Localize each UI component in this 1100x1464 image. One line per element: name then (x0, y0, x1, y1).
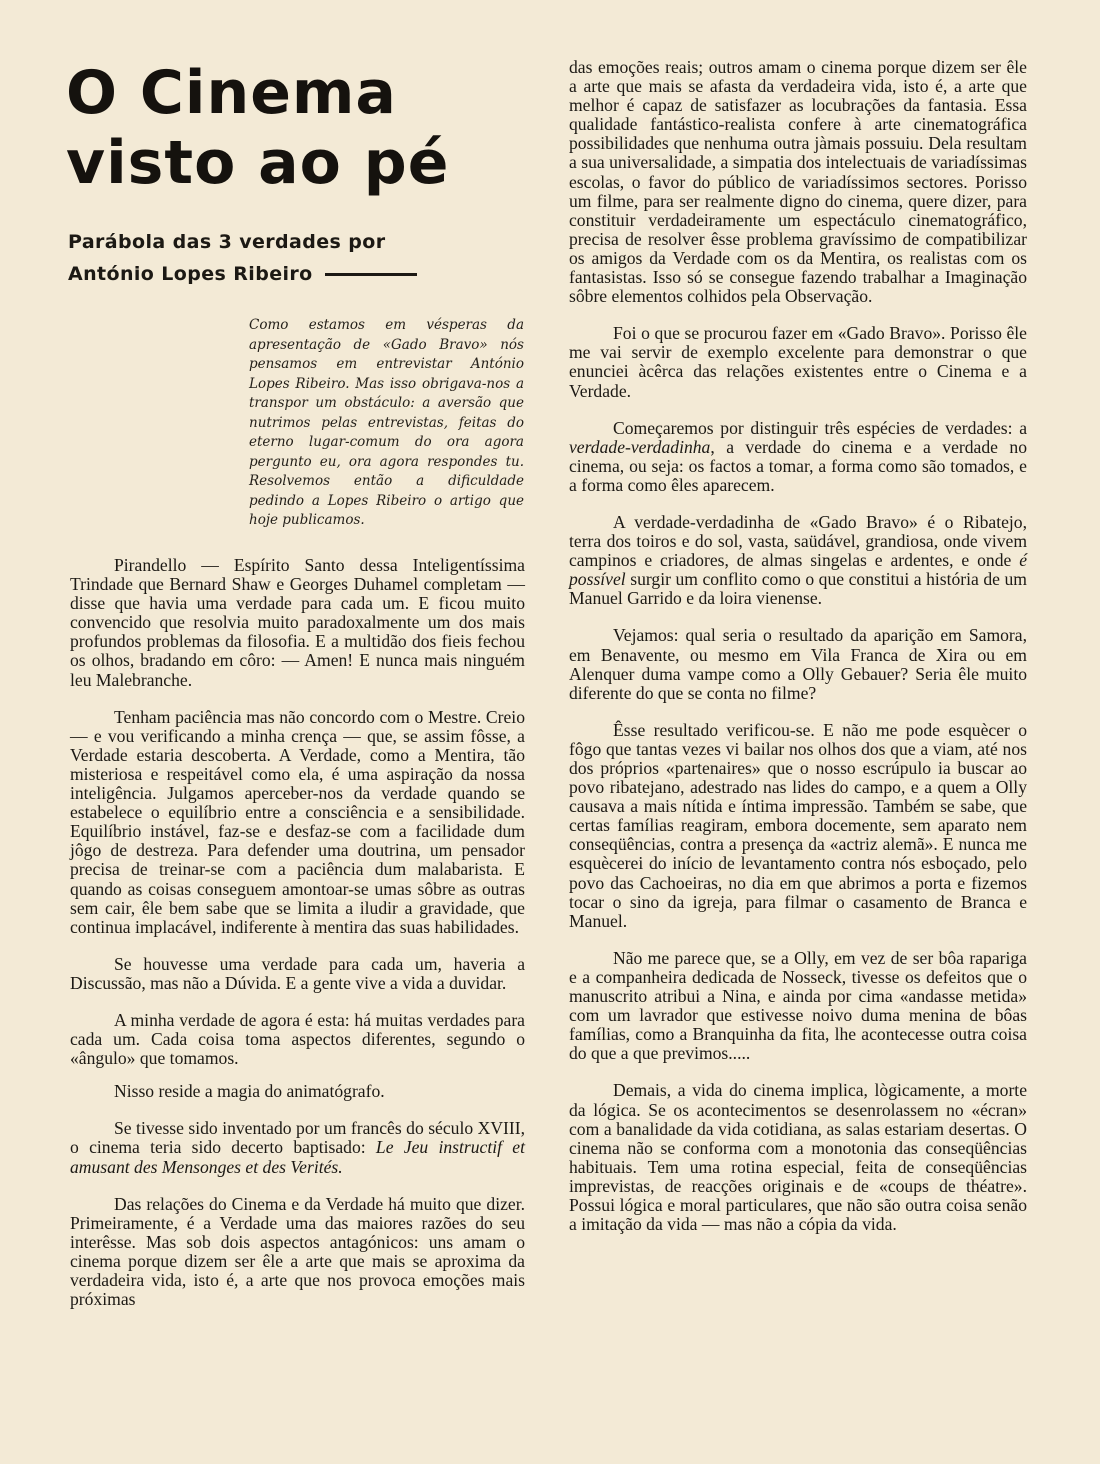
italic-term: é possível (569, 550, 1027, 590)
article-subtitle (68, 226, 428, 290)
subtitle-line-1: Parábola das 3 verdades por (68, 231, 386, 253)
paragraph: Das relações do Cinema e da Verdade há muito que dizer. Primeiramente, é a Verdade uma das maiores razões do seu interêsse. Mas sob dois aspectos antagónicos: uns amam o cinema porque dizem ser êle a arte que mais se aproxima da verdadeira vida, isto é, a arte que nos provoca emoções mais próximas (70, 1193, 525, 1310)
left-column (70, 556, 525, 1309)
author-name: António Lopes Ribeiro (68, 263, 313, 285)
paragraph: Se houvesse uma verdade para cada um, haveria a Discussão, mas não a Dúvida. E a gente vive a vida a duvidar. (70, 953, 525, 993)
subtitle-line-2 (68, 258, 428, 290)
paragraph-text: , a verdade do cinema e a verdade no cinema, ou seja: os factos a tomar, a forma como são tomados, e a forma como êles aparecem. (569, 436, 1027, 495)
decorative-rule (325, 273, 417, 276)
paragraph: Foi o que se procurou fazer em «Gado Bravo». Porisso êle me vai servir de exemplo excelente para demonstrar o que enunciei àcêrca das relações existentes entre o Cinema e a Verdade. (569, 323, 1027, 401)
paragraph-text: Se tivesse sido inventado por um francês do século XVIII, o cinema teria sido decerto baptisado: (70, 1118, 525, 1158)
paragraph: Tenham paciência mas não concordo com o Mestre. Creio — e vou verificando a minha crença — que, se assim fôsse, a Verdade estaria descoberta. A Verdade, como a Mentira, tão misteriosa e respeitável como ela, é uma aspiração da nossa inteligência. Julgamos aperceber-nos da verdade quando se estabelece o equilíbrio entre a consciência e a sensibilidade. Equilíbrio instável, faz-se e desfaz-se com a facilidade dum jôgo de destreza. Para defender uma doutrina, um pensador precisa de treinar-se com a paciência dum malabarista. E quando as coisas conseguem amontoar-se umas sôbre as outras sem cair, êle bem sabe que se limita a iludir a gravidade, que continua implacável, indiferente à mentira das suas habilidades. (70, 706, 525, 937)
intro-note: Como estamos em vésperas da apresentação de «Gado Bravo» nós pensamos em entrevistar António Lopes Ribeiro. Mas isso obrigava-nos a transpor um obstáculo: a aversão que nutrimos pelas entrevistas, feitas do eterno lugar-comum do ora agora pergunto eu, ora agora respondes tu. Resolvemos então a dificuldade pedindo a Lopes Ribeiro o artigo que hoje publicamos. (249, 317, 524, 528)
paragraph-text: A verdade-verdadinha de «Gado Bravo» é o Ribatejo, terra dos toiros e do sol, vasta, saüdável, grandiosa, onde vivem campinos e criadores, de almas singelas e ardentes, e onde (569, 511, 1027, 571)
paragraph: Vejamos: qual seria o resultado da aparição em Samora, em Benavente, ou mesmo em Vila Franca de Xira ou em Alenquer duma vampe como a Olly Gebauer? Seria êle muito diferente do que se conta no filme? (569, 625, 1027, 703)
italic-term: verdade-verdadinha (569, 436, 711, 457)
italic-title: Le Jeu instructif et amusant des Mensonges et des Verités. (70, 1137, 525, 1177)
paragraph-text: surgir um conflito como o que constitui a história de um Manuel Garrido e da loira vienense. (569, 569, 1027, 609)
paragraph: Nisso reside a magia do animatógrafo. (114, 1081, 385, 1102)
paragraph: Êsse resultado verificou-se. E não me pode esquècer o fôgo que tantas vezes vi bailar nos olhos dos que a viam, até nos dos próprios «partenaires» que o nosso escrúpulo ia buscar ao povo ribatejano, adestrado nas lides do campo, e a quem a Olly causava a mais nítida e íntima impressão. Também se sabe, que certas famílias reagiram, embora docemente, sem aparato nem conseqüências, contra a presença da «actriz alemã». E nunca me esquècerei do início de levantamento contra nós esboçado, pelo povo das Cachoeiras, no dia em que abrimos a porta e fizemos tocar o sino da igreja, para filmar o casamento de Branca e Manuel. (569, 719, 1027, 931)
right-column (569, 58, 1027, 1234)
paragraph (70, 1119, 525, 1176)
paragraph: das emoções reais; outros amam o cinema porque dizem ser êle a arte que mais se afasta da verdadeira vida, isto é, a arte que melhor é capaz de satisfazer as locubrações da fantasia. Essa qualidade fantástico-realista confere à arte cinematográfica possibilidades que nenhuma outra jàmais possuiu. Dela resultam a sua universalidade, a simpatia dos intelectuais de variadíssimas escolas, o favor do público de variadíssimos sectores. Porisso um filme, para ser realmente digno do cinema, quere dizer, para constituir verdadeiramente um espectáculo cinematográfico, precisa de resolver êsse problema gravíssimo de compatibilizar os amigos da Verdade com os da Mentira, os realistas com os fantasistas. Isso só se consegue fazendo trabalhar a Imaginação sôbre elementos colhidos pela Observação. (569, 57, 1027, 307)
title-line-2: visto ao pé (66, 128, 450, 198)
article-title (66, 58, 450, 198)
paragraph (569, 419, 1027, 495)
title-line-1: O Cinema (66, 58, 397, 128)
paragraph: Pirandello — Espírito Santo dessa Inteligentíssima Trindade que Bernard Shaw e Georges Duhamel completam — disse que havia uma verdade para cada um. E ficou muito convencido que resolvia muito paradoxalmente um dos mais profundos problemas da filosofia. E a multidão dos fieis fechou os olhos, bradando em côro: — Amen! E nunca mais ninguém leu Malebranche. (70, 555, 525, 690)
paragraph-text: Começaremos por distinguir três espécies de verdades: a (613, 417, 1027, 438)
paragraph: A minha verdade de agora é esta: há muitas verdades para cada um. Cada coisa toma aspectos diferentes, segundo o «ângulo» que tomamos. (70, 1009, 525, 1069)
paragraph (569, 513, 1027, 608)
paragraph: Não me parece que, se a Olly, em vez de ser bôa rapariga e a companheira dedicada de Nosseck, tivesse os defeitos que o manuscrito atribui a Nina, e ainda por cima «andasse metida» com um lavrador que estivesse noivo duma menina de bôas famílias, como a Branquinha da fita, lhe acontecesse outra coisa do que a que previmos..... (569, 947, 1027, 1064)
paragraph: Demais, a vida do cinema implica, lògicamente, a morte da lógica. Se os acontecimentos se desenrolassem no «écran» com a banalidade da vida cotidiana, as salas estariam desertas. O cinema não se conforma com a monotonia das conseqüências habituais. Tem uma rotina especial, feita de conseqüências imprevistas, de reacções originais e de «coups de théatre». Possui lógica e moral particulares, que não são outra coisa senão a imitação da vida — mas não a cópia da vida. (569, 1080, 1027, 1235)
